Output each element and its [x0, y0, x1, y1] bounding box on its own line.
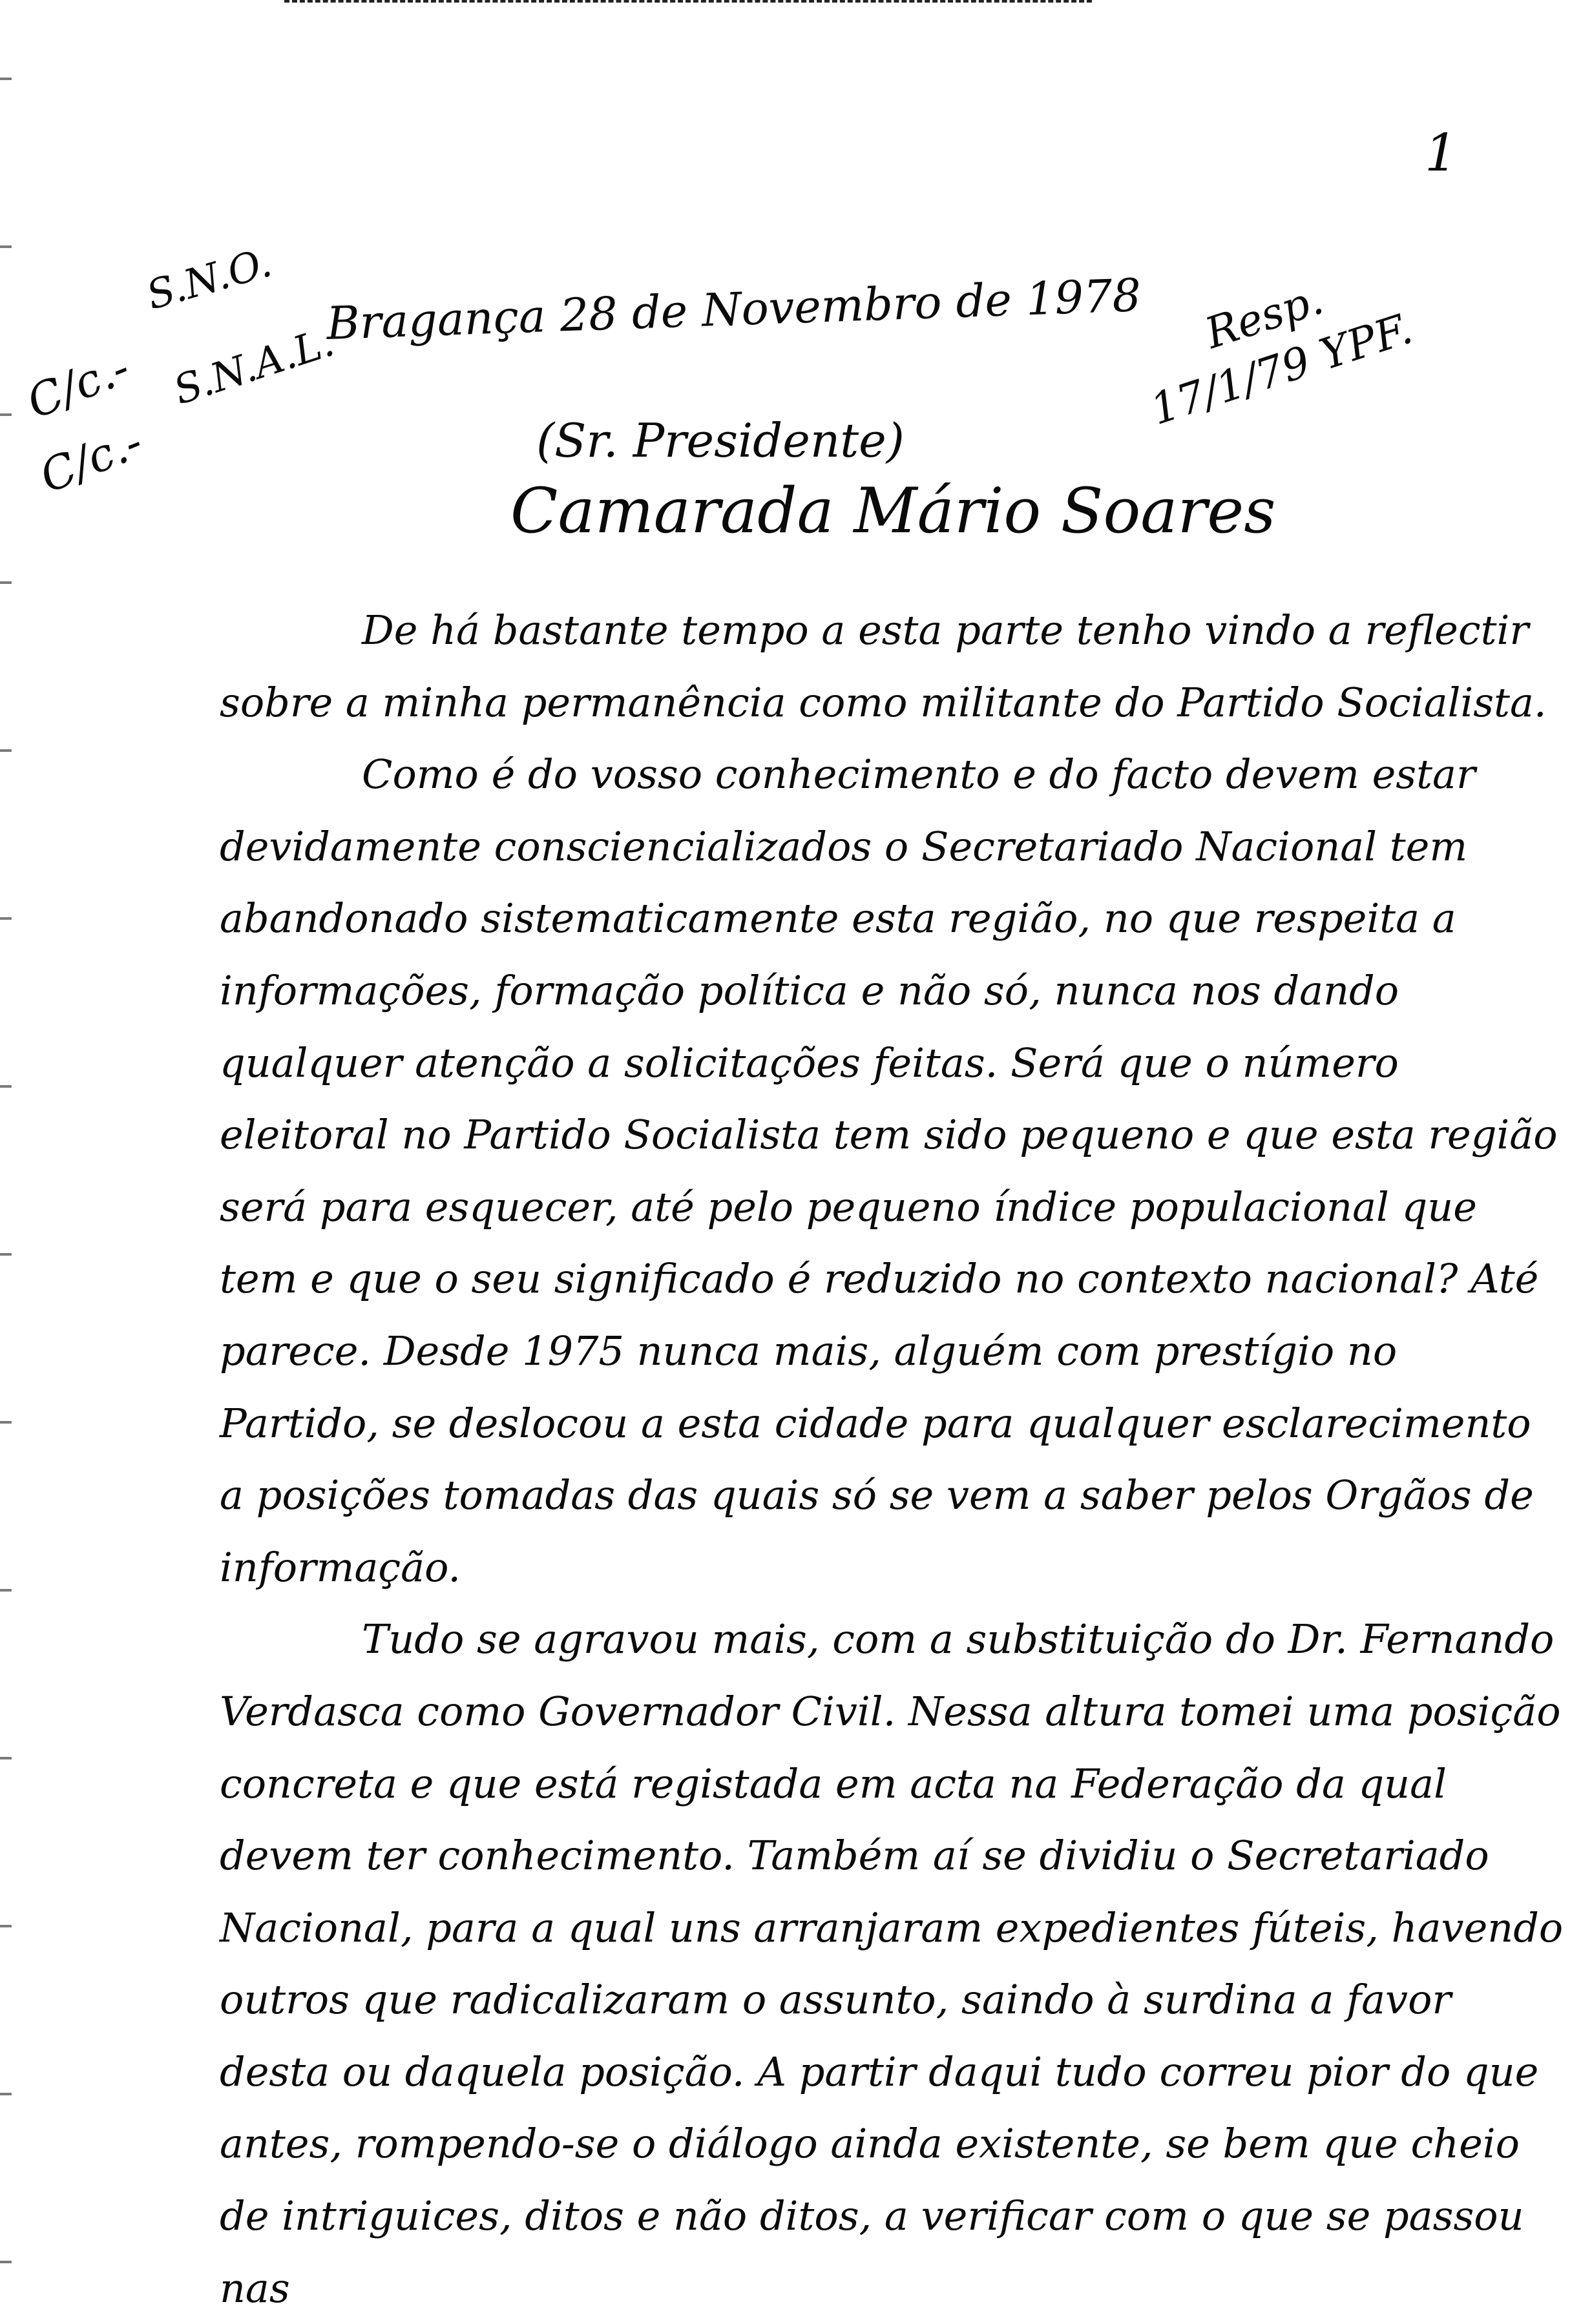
salutation: Camarada Mário Soares	[510, 475, 1276, 547]
place-and-date: Bragança 28 de Novembro de 1978	[325, 269, 1142, 350]
letter-body	[220, 594, 1564, 2324]
scan-top-edge	[284, 0, 1092, 12]
cc-annotation-1: C/c.-	[19, 340, 137, 430]
body-paragraph: Como é do vosso conhecimento e do facto devem estar devidamente consciencializados o Secretariado Nacional tem abandonado sistematicamente esta região, no que respeita a informações, formação política e não só, nunca nos dando qualquer atenção a solicitações feitas. Será que o número eleitoral no Partido Socialista tem sido pequeno e que esta região será para esquecer, até pelo pequeno índice populacional que tem e que o seu significado é reduzido no contexto nacional? Até parece. Desde 1975 nunca mais, alguém com prestígio no Partido, se deslocou a esta cidade para qualquer esclarecimento a posições tomadas das quais só se vem a saber pelos Orgãos de informação.	[220, 751, 1558, 1591]
cc-annotation-2: C/c.-	[32, 415, 150, 504]
page-number: 1	[1425, 123, 1458, 183]
body-paragraph: De há bastante tempo a esta parte tenho vindo a reflectir sobre a minha permanência como militante do Partido Socialista.	[220, 607, 1547, 726]
recipient-annotation-snal: S.N.A.L.	[167, 318, 340, 414]
recipient-annotation-sno: S.N.O.	[141, 238, 277, 319]
body-paragraph: Tudo se agravou mais, com a substituição do Dr. Fernando Verdasca como Governador Civil. Nessa altura tomei uma posição concreta e que está registada em acta na Federação da qual devem ter conhecimento. Também aí se dividiu o Secretariado Nacional, para a qual uns arranjaram expedientes fúteis, havendo outros que radicalizaram o assunto, saindo à surdina a favor desta ou daquela posição. A partir daqui tudo correu pior do que antes, rompendo-se o diálogo ainda existente, se bem que cheio de intriguices, ditos e não ditos, a verificar com o que se passou nas	[220, 1615, 1564, 2312]
scan-left-edge-marks	[0, 0, 12, 2263]
reply-annotation: Resp. 17/1/79 YPF.	[1144, 274, 1418, 435]
addressee-title: (Sr. Presidente)	[536, 413, 905, 468]
